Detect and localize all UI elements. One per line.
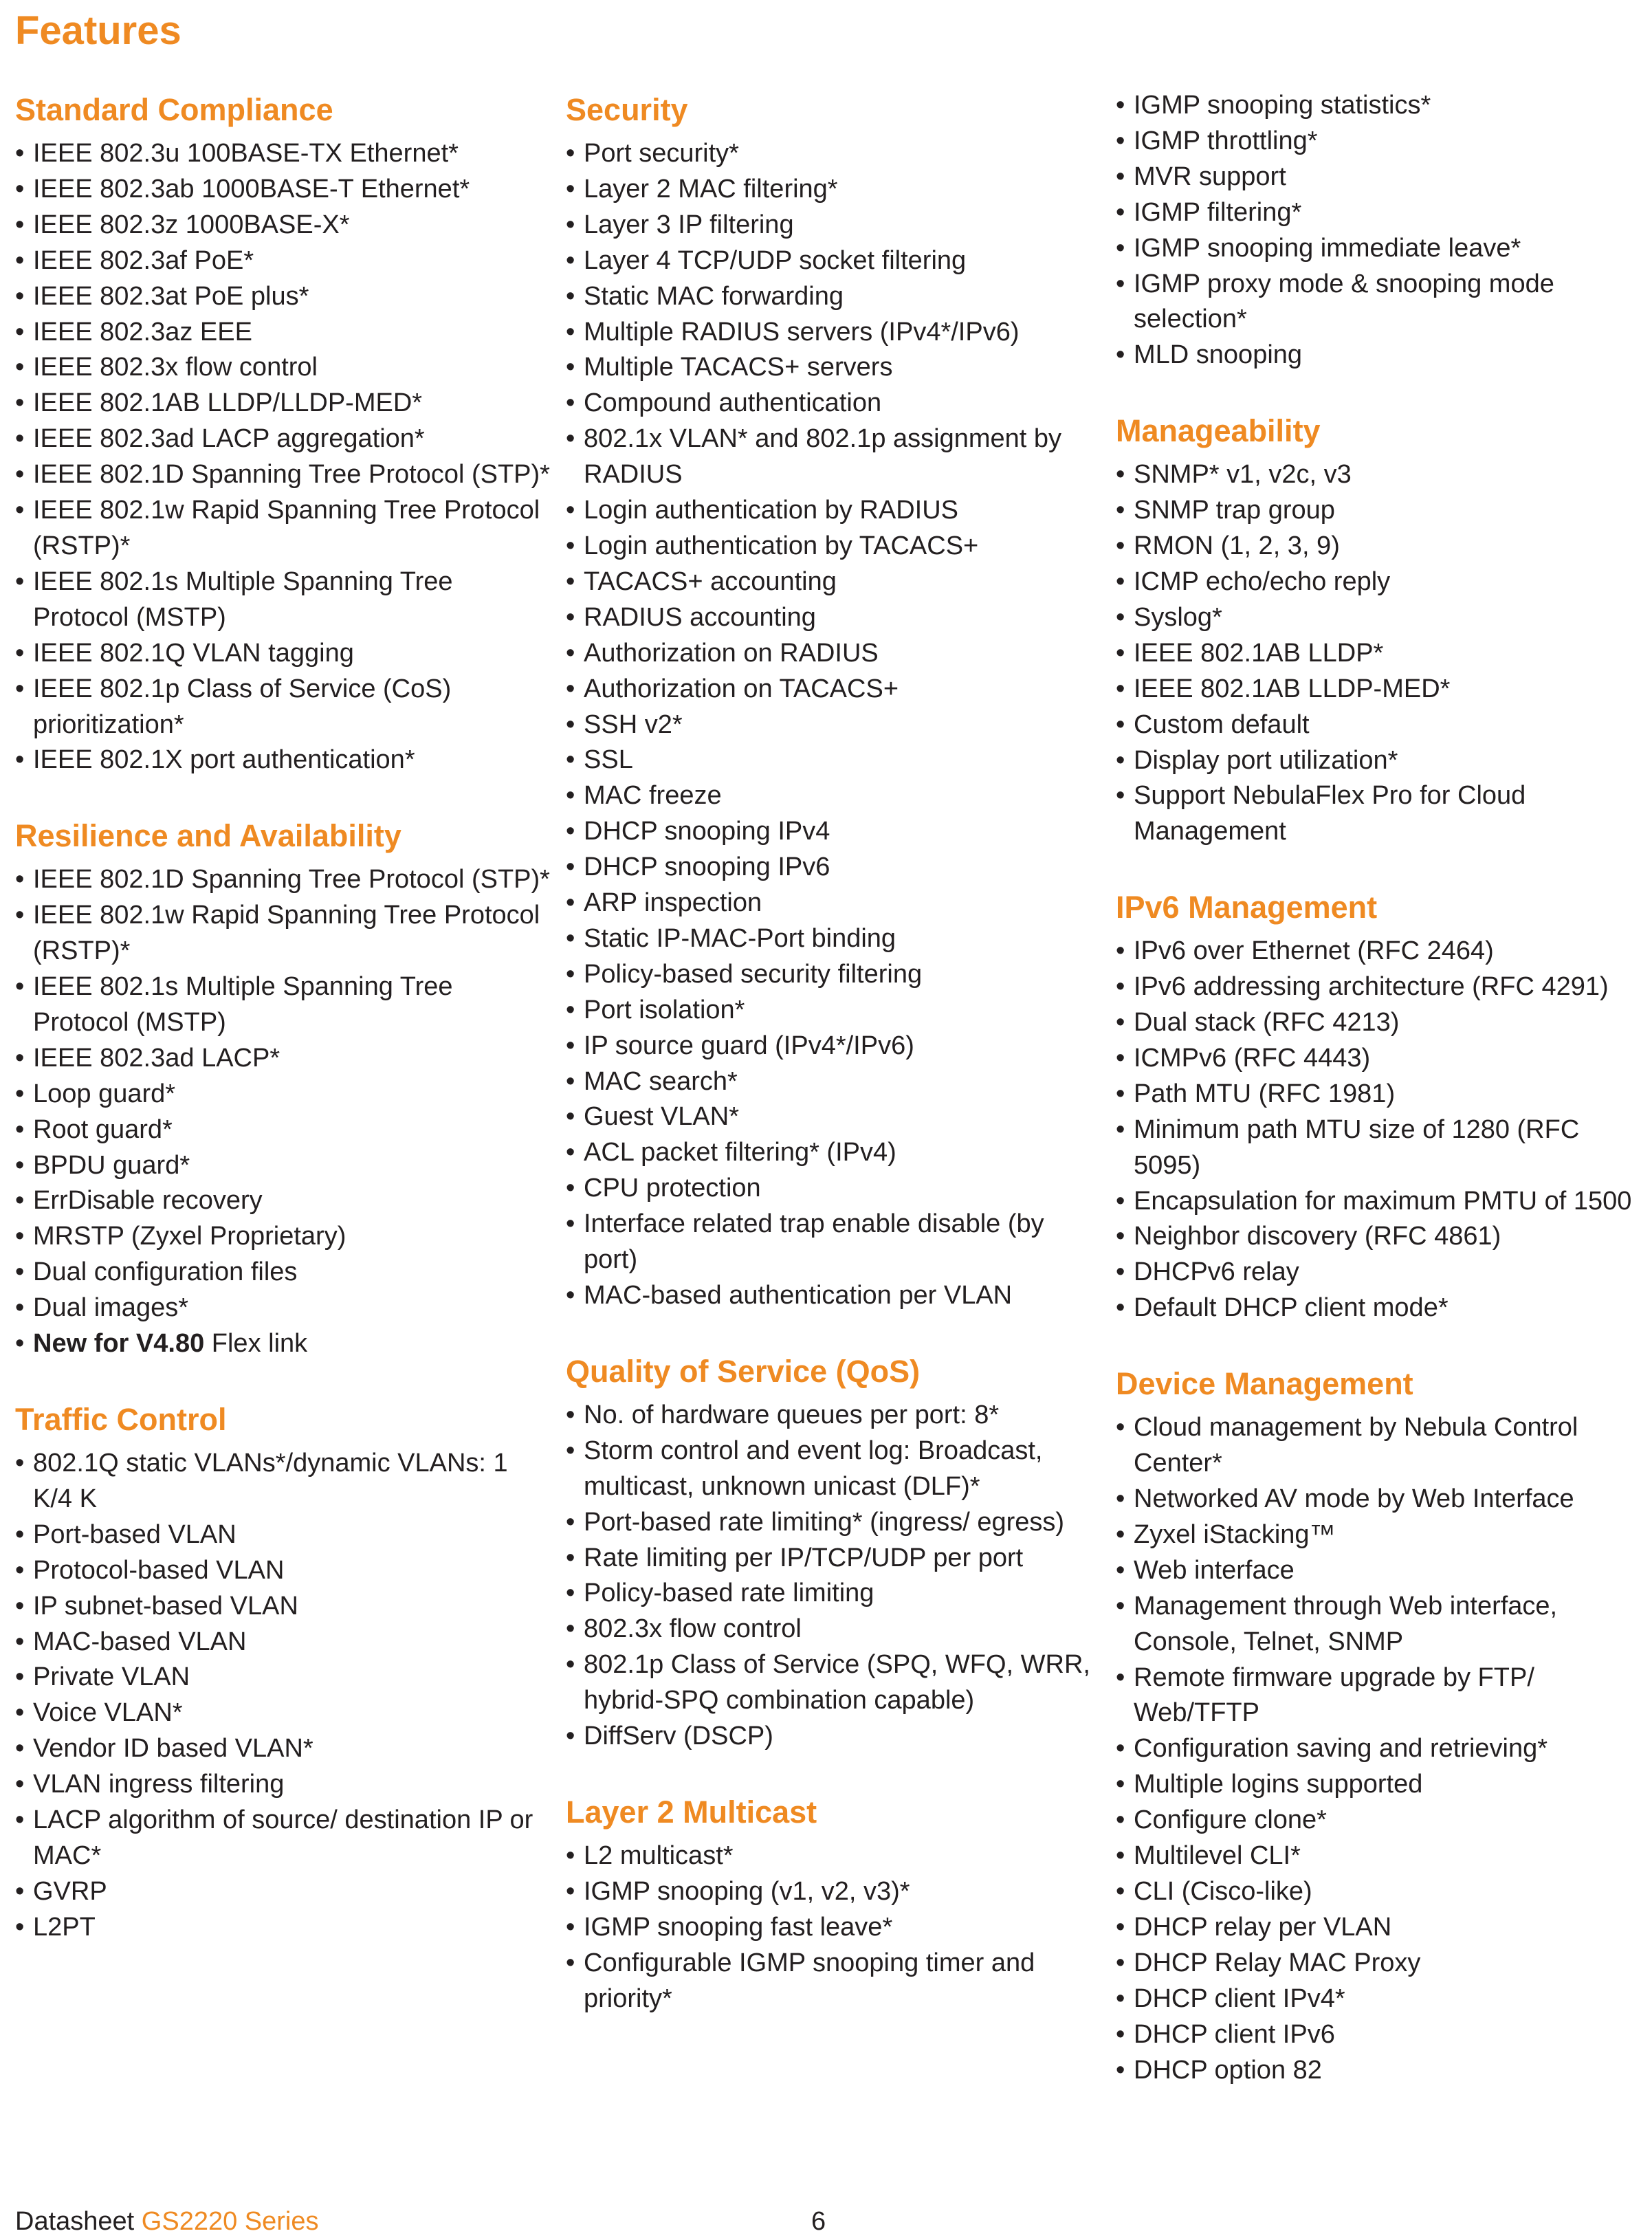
list-item: • MLD snooping <box>1116 338 1652 373</box>
list-item: • DHCP snooping IPv4 <box>566 814 1102 850</box>
footer-label: Datasheet <box>15 2207 135 2236</box>
column-2 <box>566 88 1102 2053</box>
list-item: • Networked AV mode by Web Interface <box>1116 1482 1652 1517</box>
list-item: • IEEE 802.1AB LLDP* <box>1116 636 1652 672</box>
list-item: • Port security* <box>566 136 1102 172</box>
section-standard-compliance <box>15 88 551 778</box>
section-heading: Device Management <box>1116 1366 1413 1402</box>
section-heading: Layer 2 Multicast <box>566 1794 817 1830</box>
list-item: • 802.1Q static VLANs*/dynamic VLANs: 1 K/4 K <box>15 1446 551 1517</box>
list-item: • IEEE 802.1D Spanning Tree Protocol (STP)* <box>15 457 551 493</box>
list-item: • IEEE 802.3af PoE* <box>15 243 551 279</box>
section-heading: Traffic Control <box>15 1402 227 1437</box>
page-title: Features <box>15 8 181 53</box>
section-heading: Standard Compliance <box>15 92 333 127</box>
list-item: • TACACS+ accounting <box>566 564 1102 600</box>
list-item: • Policy-based rate limiting <box>566 1576 1102 1612</box>
list-item: • Dual stack (RFC 4213) <box>1116 1005 1652 1041</box>
list-item: • IEEE 802.1s Multiple Spanning Tree Protocol (MSTP) <box>15 969 551 1041</box>
list-item: • L2PT <box>15 1910 551 1946</box>
section-traffic-control <box>15 1398 551 1946</box>
feature-list-extra <box>15 1326 551 1362</box>
list-item: • CPU protection <box>566 1171 1102 1207</box>
list-item: • IP source guard (IPv4*/IPv6) <box>566 1029 1102 1064</box>
footer <box>15 2206 319 2237</box>
feature-list <box>1116 1410 1652 2088</box>
list-item: • Layer 3 IP filtering <box>566 208 1102 243</box>
list-item: • Voice VLAN* <box>15 1695 551 1731</box>
list-item: • DHCP option 82 <box>1116 2053 1652 2089</box>
list-item: • IGMP snooping fast leave* <box>566 1910 1102 1946</box>
list-item: • DHCP snooping IPv6 <box>566 850 1102 886</box>
section-qos <box>566 1350 1102 1755</box>
list-item: • ARP inspection <box>566 886 1102 921</box>
list-item: • Configuration saving and retrieving* <box>1116 1731 1652 1767</box>
feature-list <box>566 1838 1102 2017</box>
list-item: • ErrDisable recovery <box>15 1183 551 1219</box>
feature-list <box>1116 457 1652 850</box>
list-item: • Layer 2 MAC filtering* <box>566 172 1102 208</box>
list-item: • Multilevel CLI* <box>1116 1838 1652 1874</box>
list-item: • MAC-based VLAN <box>15 1625 551 1660</box>
list-item: • Port-based VLAN <box>15 1517 551 1553</box>
list-item: • Web interface <box>1116 1553 1652 1589</box>
list-item: • DHCP Relay MAC Proxy <box>1116 1946 1652 1981</box>
list-item: • IEEE 802.1AB LLDP/LLDP-MED* <box>15 386 551 421</box>
list-item: • SNMP* v1, v2c, v3 <box>1116 457 1652 493</box>
list-item: • DHCPv6 relay <box>1116 1255 1652 1291</box>
list-item: • Dual images* <box>15 1291 551 1326</box>
list-item: • IGMP throttling* <box>1116 124 1652 160</box>
list-item: • 802.1x VLAN* and 802.1p assignment by RADIUS <box>566 421 1102 493</box>
section-heading: IPv6 Management <box>1116 890 1378 925</box>
list-item: • Multiple TACACS+ servers <box>566 350 1102 386</box>
section-heading: Security <box>566 92 688 127</box>
list-item: • Login authentication by TACACS+ <box>566 529 1102 564</box>
list-item <box>15 1326 551 1362</box>
section-manageability <box>1116 409 1652 850</box>
list-item: • IGMP filtering* <box>1116 195 1652 231</box>
column-3 <box>1116 88 1652 2124</box>
list-item: • Guest VLAN* <box>566 1099 1102 1135</box>
list-item-text: Flex link <box>204 1329 308 1359</box>
list-item: • IEEE 802.3u 100BASE-TX Ethernet* <box>15 136 551 172</box>
list-item: • IP subnet-based VLAN <box>15 1589 551 1625</box>
list-item: • Configurable IGMP snooping timer and priority* <box>566 1946 1102 2017</box>
list-item: • IEEE 802.3ab 1000BASE-T Ethernet* <box>15 172 551 208</box>
list-item: • IEEE 802.3z 1000BASE-X* <box>15 208 551 243</box>
list-item: • Protocol-based VLAN <box>15 1553 551 1589</box>
list-item: • Loop guard* <box>15 1077 551 1112</box>
list-item: • IGMP snooping (v1, v2, v3)* <box>566 1874 1102 1910</box>
list-item: • DiffServ (DSCP) <box>566 1719 1102 1755</box>
list-item: • Configure clone* <box>1116 1803 1652 1838</box>
list-item: • IEEE 802.1AB LLDP-MED* <box>1116 672 1652 707</box>
list-item: • IPv6 over Ethernet (RFC 2464) <box>1116 934 1652 969</box>
list-item: • Authorization on TACACS+ <box>566 672 1102 707</box>
list-item: • IEEE 802.1w Rapid Spanning Tree Protocol (RSTP)* <box>15 493 551 564</box>
list-item: • Static IP-MAC-Port binding <box>566 921 1102 957</box>
list-item: • Zyxel iStacking™ <box>1116 1517 1652 1553</box>
section-layer2-multicast-continued <box>1116 88 1652 373</box>
list-item: • Encapsulation for maximum PMTU of 1500 <box>1116 1184 1652 1220</box>
list-item: • Display port utilization* <box>1116 743 1652 779</box>
section-heading: Resilience and Availability <box>15 818 401 854</box>
list-item: • ICMPv6 (RFC 4443) <box>1116 1041 1652 1077</box>
list-item: • GVRP <box>15 1874 551 1910</box>
feature-list <box>15 1446 551 1946</box>
list-item: • MAC freeze <box>566 778 1102 814</box>
list-item: • DHCP client IPv4* <box>1116 1981 1652 2017</box>
list-item: • L2 multicast* <box>566 1838 1102 1874</box>
section-layer2-multicast <box>566 1790 1102 2017</box>
list-item: • BPDU guard* <box>15 1148 551 1184</box>
list-item: • Remote firmware upgrade by FTP/ Web/TFTP <box>1116 1660 1652 1732</box>
list-item: • Private VLAN <box>15 1660 551 1695</box>
list-item: • SNMP trap group <box>1116 493 1652 529</box>
new-badge-text: New for V4.80 <box>33 1329 205 1359</box>
list-item: • CLI (Cisco-like) <box>1116 1874 1652 1910</box>
section-resilience-availability <box>15 814 551 1362</box>
list-item: • Interface related trap enable disable (by port) <box>566 1207 1102 1278</box>
section-security <box>566 88 1102 1314</box>
list-item: • MVR support <box>1116 160 1652 195</box>
section-device-management <box>1116 1362 1652 2088</box>
list-item: • ICMP echo/echo reply <box>1116 564 1652 600</box>
list-item: • VLAN ingress filtering <box>15 1767 551 1803</box>
column-1 <box>15 88 551 1981</box>
list-item: • IEEE 802.1X port authentication* <box>15 743 551 778</box>
list-item: • SSH v2* <box>566 707 1102 743</box>
list-item: • IEEE 802.3ad LACP* <box>15 1041 551 1077</box>
list-item: • IGMP proxy mode & snooping mode selection* <box>1116 267 1652 338</box>
feature-list <box>566 1398 1102 1755</box>
feature-list <box>566 136 1102 1314</box>
list-item: • 802.3x flow control <box>566 1612 1102 1647</box>
list-item: • Support NebulaFlex Pro for Cloud Management <box>1116 778 1652 850</box>
list-item: • MAC-based authentication per VLAN <box>566 1278 1102 1314</box>
list-item: • Static MAC forwarding <box>566 279 1102 315</box>
footer-series: GS2220 Series <box>141 2207 319 2236</box>
feature-list <box>1116 88 1652 373</box>
list-item: • Path MTU (RFC 1981) <box>1116 1077 1652 1112</box>
list-item: • SSL <box>566 743 1102 778</box>
list-item: • RADIUS accounting <box>566 600 1102 636</box>
list-item: • IGMP snooping statistics* <box>1116 88 1652 124</box>
list-item: • Port isolation* <box>566 993 1102 1029</box>
list-item: • Vendor ID based VLAN* <box>15 1731 551 1767</box>
list-item: • IEEE 802.3x flow control <box>15 350 551 386</box>
list-item: • Neighbor discovery (RFC 4861) <box>1116 1219 1652 1255</box>
list-item: • IGMP snooping immediate leave* <box>1116 231 1652 267</box>
list-item: • Port-based rate limiting* (ingress/ egress) <box>566 1505 1102 1541</box>
list-item: • MAC search* <box>566 1064 1102 1100</box>
list-item: • IEEE 802.3ad LACP aggregation* <box>15 421 551 457</box>
section-heading: Quality of Service (QoS) <box>566 1353 921 1389</box>
list-item: • LACP algorithm of source/ destination IP or MAC* <box>15 1803 551 1874</box>
list-item: • Policy-based security filtering <box>566 957 1102 993</box>
list-item: • IEEE 802.1p Class of Service (CoS) prioritization* <box>15 672 551 743</box>
list-item: • Dual configuration files <box>15 1255 551 1291</box>
list-item: • RMON (1, 2, 3, 9) <box>1116 529 1652 564</box>
feature-list <box>15 862 551 1326</box>
list-item: • IEEE 802.3az EEE <box>15 315 551 351</box>
list-item: • IEEE 802.3at PoE plus* <box>15 279 551 315</box>
page-number: 6 <box>811 2207 826 2236</box>
list-item: • IEEE 802.1w Rapid Spanning Tree Protocol (RSTP)* <box>15 898 551 969</box>
list-item: • Multiple RADIUS servers (IPv4*/IPv6) <box>566 315 1102 351</box>
feature-list <box>15 136 551 778</box>
section-ipv6-management <box>1116 886 1652 1326</box>
section-heading: Manageability <box>1116 413 1321 449</box>
list-item: • Cloud management by Nebula Control Center* <box>1116 1410 1652 1482</box>
list-item: • IEEE 802.1s Multiple Spanning Tree Protocol (MSTP) <box>15 564 551 636</box>
list-item: • Root guard* <box>15 1112 551 1148</box>
feature-list <box>1116 934 1652 1326</box>
list-item: • Layer 4 TCP/UDP socket filtering <box>566 243 1102 279</box>
list-item: • 802.1p Class of Service (SPQ, WFQ, WRR, hybrid-SPQ combination capable) <box>566 1647 1102 1719</box>
list-item: • MRSTP (Zyxel Proprietary) <box>15 1219 551 1255</box>
list-item: • Storm control and event log: Broadcast, multicast, unknown unicast (DLF)* <box>566 1434 1102 1505</box>
list-item: • Syslog* <box>1116 600 1652 636</box>
list-item: • Minimum path MTU size of 1280 (RFC 5095) <box>1116 1112 1652 1184</box>
list-item: • Default DHCP client mode* <box>1116 1291 1652 1326</box>
list-item: • No. of hardware queues per port: 8* <box>566 1398 1102 1434</box>
list-item: • Rate limiting per IP/TCP/UDP per port <box>566 1541 1102 1577</box>
list-item: • DHCP client IPv6 <box>1116 2017 1652 2053</box>
list-item: • Custom default <box>1116 707 1652 743</box>
list-item: • Login authentication by RADIUS <box>566 493 1102 529</box>
list-item: • Multiple logins supported <box>1116 1767 1652 1803</box>
list-item: • DHCP relay per VLAN <box>1116 1910 1652 1946</box>
list-item: • Compound authentication <box>566 386 1102 421</box>
list-item: • IEEE 802.1D Spanning Tree Protocol (STP)* <box>15 862 551 898</box>
list-item: • Authorization on RADIUS <box>566 636 1102 672</box>
list-item: • ACL packet filtering* (IPv4) <box>566 1135 1102 1171</box>
list-item: • Management through Web interface, Console, Telnet, SNMP <box>1116 1589 1652 1660</box>
list-item: • IEEE 802.1Q VLAN tagging <box>15 636 551 672</box>
list-item: • IPv6 addressing architecture (RFC 4291) <box>1116 969 1652 1005</box>
